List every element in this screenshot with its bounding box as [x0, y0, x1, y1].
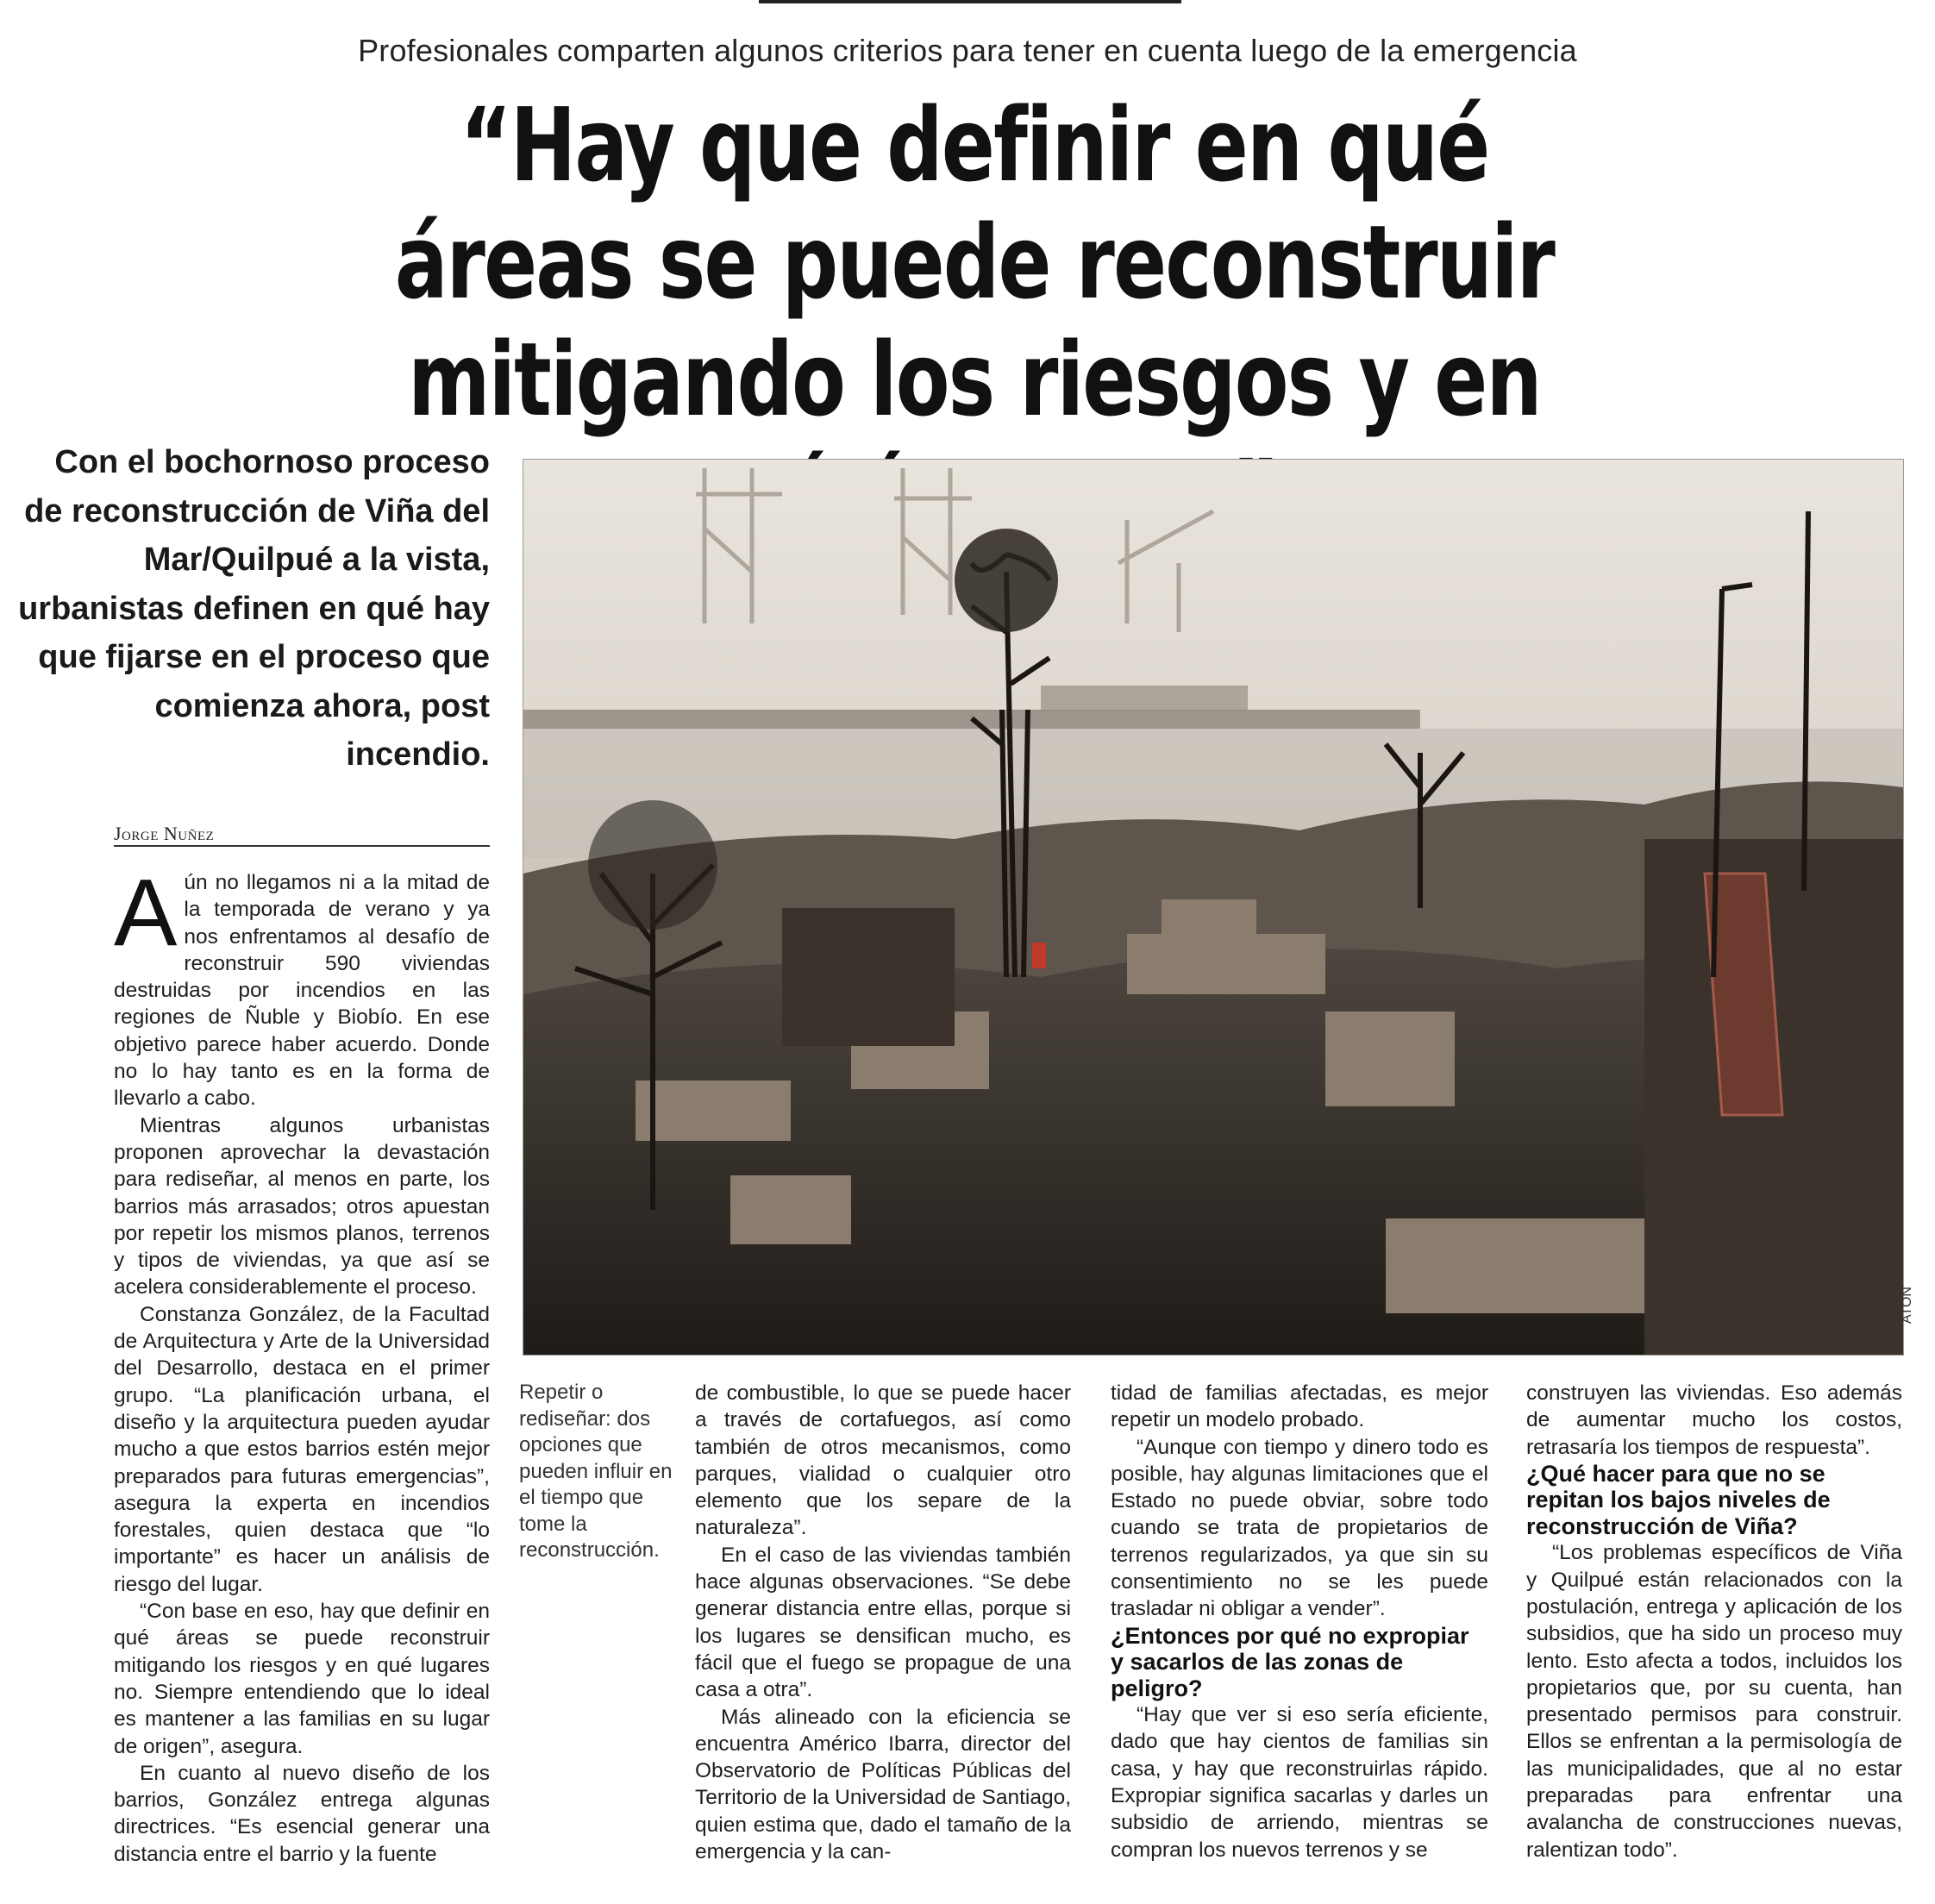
body-column-2 — [695, 1380, 1071, 1865]
lead-paragraph: Con el bochornoso proceso de reconstrucción de Viña del Mar/Quilpué a la vista, urbanistas definen en qué hay que fijarse en el proceso que comienza ahora, post incendio. — [18, 444, 490, 773]
byline: Jorge Nuñez — [114, 823, 490, 847]
body-paragraph: “Los problemas específicos de Viña y Quilpué están relacionados con la postulación, entrega y aplicación de los subsidios, que ha sido un proceso muy lento. Esto afecta a todos, incluidos los propietarios que, por su cuenta, han presentado permisos para construir. Ellos se enfrentan a la permisología de las municipalidades, que al no estar preparadas para enfrentar una avalancha de construcciones nuevas, ralentizan todo”. — [1526, 1541, 1902, 1862]
body-paragraph: “Aunque con tiempo y dinero todo es posible, hay algunas limitaciones que el Estado no puede obviar, sobre todo cuando se trata de propietarios de terrenos regularizados, ya que sin su consentimiento no se les puede trasladar ni obligar a vender”. — [1111, 1435, 1488, 1621]
photo-caption: Repetir o rediseñar: dos opciones que pueden influir en el tiempo que tome la reconstrucción. — [519, 1381, 673, 1562]
body-paragraph: En cuanto al nuevo diseño de los barrios, González entrega algunas directrices. “Es esencial generar una distancia entre el barrio y la fuente — [114, 1761, 490, 1866]
body-paragraph: Más alineado con la eficiencia se encuentra Américo Ibarra, director del Observatorio de Políticas Públicas del Territorio de la Universidad de Santiago, quien estima que, dado el tamaño de la emergencia y la can- — [695, 1705, 1071, 1864]
body-text: ún no llegamos ni a la mitad de la temporada de verano y ya nos enfrentamos al desafío de reconstruir 590 viviendas destruidas por incendios en las regiones de Ñuble y Biobío. En ese objetivo parece haber acuerdo. Donde no lo hay tanto es en la forma de llevarlo a cabo. — [114, 871, 490, 1111]
drop-cap: A — [114, 860, 178, 966]
body-column-1 — [114, 860, 490, 1868]
body-paragraph: Mientras algunos urbanistas proponen aprovechar la devastación para rediseñar, al menos en parte, los barrios más arrasados; otros apuestan por repetir los mismos planos, terrenos y tipos de viviendas, ya que así se acelera considerablemente el proceso. — [114, 1113, 490, 1300]
body-paragraph — [114, 860, 490, 1112]
body-paragraph: de combustible, lo que se puede hacer a través de cortafuegos, así como también de otros mecanismos, como parques, vialidad o cualquier otro elemento que los separe de la naturaleza”. — [695, 1381, 1071, 1540]
body-paragraph: tidad de familias afectadas, es mejor repetir un modelo probado. — [1111, 1381, 1488, 1432]
body-paragraph: “Con base en eso, hay que definir en qué áreas se puede reconstruir mitigando los riesgos y en qué lugares no. Siempre entendiendo que lo ideal es mantener a las familias en su lugar de origen”, asegura. — [114, 1600, 490, 1758]
subheading: ¿Entonces por qué no expropiar y sacarlos de las zonas de peligro? — [1111, 1622, 1469, 1701]
subheading: ¿Qué hacer para que no se repitan los bajos niveles de reconstrucción de Viña? — [1526, 1460, 1831, 1539]
top-rule — [759, 0, 1181, 3]
body-column-3 — [1111, 1380, 1488, 1863]
body-paragraph: Constanza González, de la Facultad de Arquitectura y Arte de la Universidad del Desarrollo, destaca en el primer grupo. “La planificación urbana, el diseño y la arquitectura pueden ayudar mucho a que estos barrios estén mejor preparados para futuras emergencias”, asegura la experta en incendios forestales, quien destaca que “lo importante” es hacer un análisis de riesgo del lugar. — [114, 1302, 490, 1596]
body-paragraph: “Hay que ver si eso sería eficiente, dado que hay cientos de familias sin casa, y hay que reconstruirlas rápido. Expropiar significa sacarlas y darles un subsidio de arriendo, mientras se compran los nuevos terrenos y se — [1111, 1703, 1488, 1862]
headline: “Hay que definir en qué áreas se puede reconstruir mitigando los riesgos y en — [394, 85, 1555, 439]
kicker: Profesionales comparten algunos criterios para tener en cuenta luego de la emergencia — [358, 33, 1577, 68]
body-paragraph: En el caso de las viviendas también hace algunas observaciones. “Se debe generar distancia entre ellas, porque si los lugares se densifican mucho, es fácil que el fuego se propague de una casa a otra”. — [695, 1543, 1071, 1702]
photo-illustration — [523, 460, 1903, 1355]
fire-aftermath-photo — [523, 459, 1904, 1356]
photo-credit: ATON — [1900, 1287, 1914, 1324]
body-column-4 — [1526, 1380, 1902, 1863]
body-paragraph: construyen las viviendas. Eso además de aumentar mucho los costos, retrasaría los tiempos de respuesta”. — [1526, 1381, 1902, 1459]
